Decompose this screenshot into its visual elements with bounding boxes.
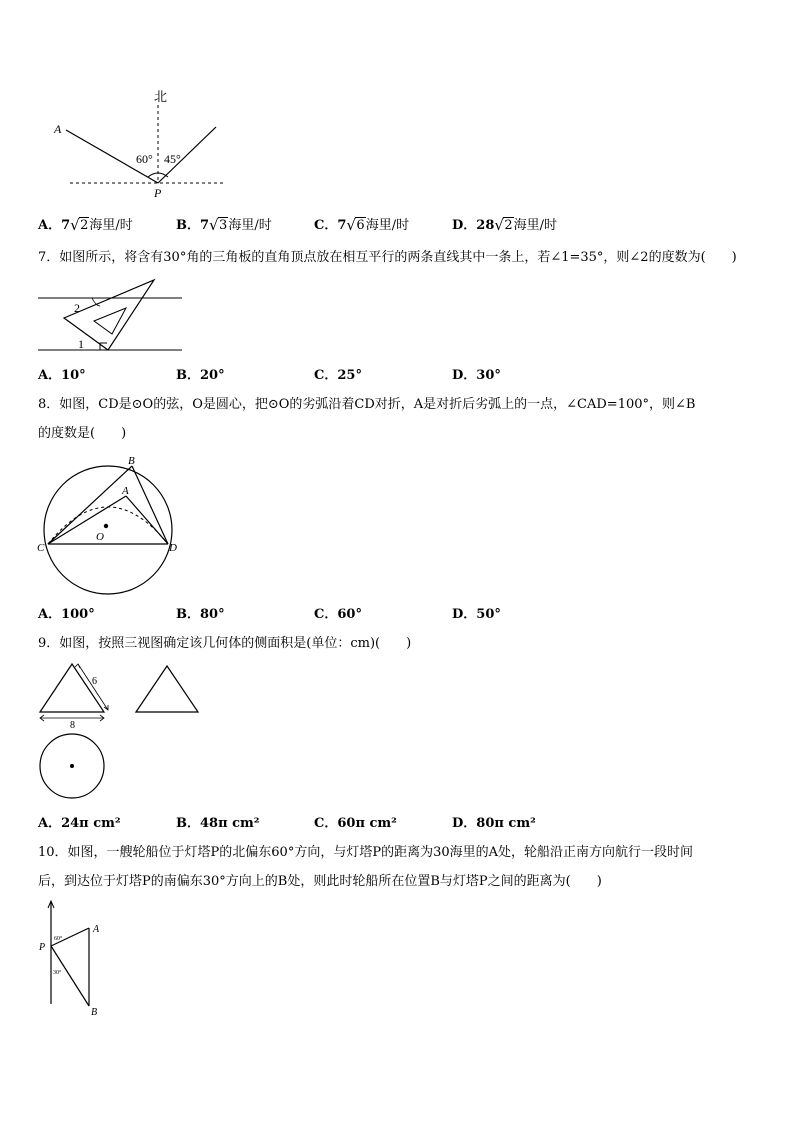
q9-base-dim: 8 <box>70 720 75 731</box>
q6-figure <box>40 85 240 200</box>
q9-option-a: A．24π cm² <box>38 816 121 831</box>
q6-option-c: C．7√ 6海里/时 <box>314 214 409 233</box>
q9-slant-dim: 6 <box>92 676 97 687</box>
q10-figure <box>36 898 116 1023</box>
q10-angle-60: 60° <box>54 936 63 942</box>
q8-point-o: O <box>96 531 104 543</box>
q7-option-d: D．30° <box>452 368 501 383</box>
q10-angle-30: 30° <box>53 970 62 976</box>
q8-figure <box>34 452 184 597</box>
q8-point-c: C <box>37 542 45 554</box>
q7-angle-2-label: 2 <box>74 301 80 315</box>
q6-point-a: A <box>54 122 62 136</box>
q7-option-c: C．25° <box>314 368 362 383</box>
q9-three-views <box>34 660 214 800</box>
q9-option-c: C．60π cm² <box>314 816 397 831</box>
q10-point-a: A <box>93 924 100 935</box>
q9-option-b: B．48π cm² <box>176 816 260 831</box>
q9-question-text: 9．如图，按照三视图确定该几何体的侧面积是(单位：cm)( ) <box>38 636 412 651</box>
q8-option-b: B．80° <box>176 607 225 622</box>
q6-point-p: P <box>154 186 162 200</box>
q8-point-b: B <box>128 455 135 467</box>
q10-point-p: P <box>39 942 46 953</box>
q10-question-line1: 10．如图，一艘轮船位于灯塔P的北偏东60°方向，与灯塔P的距离为30海里的A处，轮船沿正南方向航行一段时间 <box>38 845 694 860</box>
q8-point-a: A <box>122 485 129 497</box>
q8-option-c: C．60° <box>314 607 362 622</box>
q8-question-line2: 的度数是( ) <box>38 426 127 441</box>
q7-angle-1-label: 1 <box>78 337 84 351</box>
q7-option-a: A．10° <box>38 368 86 383</box>
q7-option-b: B．20° <box>176 368 225 383</box>
q6-option-b: B．7√ 3海里/时 <box>176 214 272 233</box>
q6-north-label: 北 <box>154 89 168 104</box>
q7-figure <box>36 276 186 356</box>
q6-option-d: D．28√ 2海里/时 <box>452 214 557 233</box>
q8-point-d: D <box>169 542 177 554</box>
q6-option-a: A．7√ 2海里/时 <box>38 214 133 233</box>
q8-question-line1: 8．如图，CD是⊙O的弦，O是圆心，把⊙O的劣弧沿着CD对折，A是对折后劣弧上的一点，∠CAD=100°，则∠B <box>38 397 696 412</box>
q10-question-line2: 后，到达位于灯塔P的南偏东30°方向上的B处，则此时轮船所在位置B与灯塔P之间的距离为( ) <box>38 874 602 889</box>
q9-option-d: D．80π cm² <box>452 816 536 831</box>
q10-point-b: B <box>91 1007 98 1018</box>
q6-angle-60: 60° <box>136 152 153 166</box>
q8-option-a: A．100° <box>38 607 95 622</box>
q8-option-d: D．50° <box>452 607 501 622</box>
q6-angle-45: 45° <box>164 152 181 166</box>
q7-question-text: 7．如图所示，将含有30°角的三角板的直角顶点放在相互平行的两条直线其中一条上，若∠1=35°，则∠2的度数为( ) <box>38 250 737 265</box>
